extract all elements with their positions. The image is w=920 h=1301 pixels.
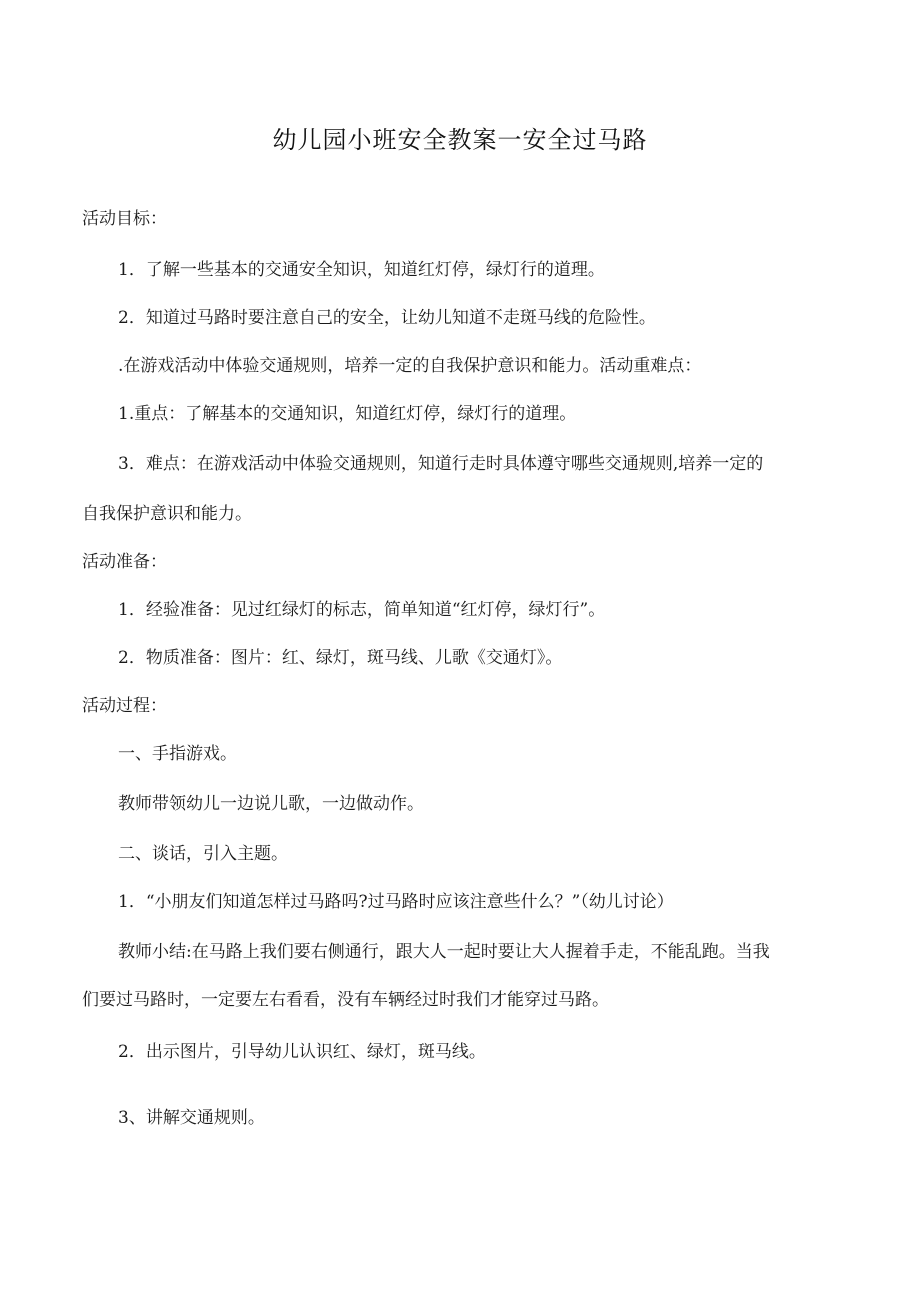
process-step-3: 3、讲解交通规则。 <box>118 1108 265 1128</box>
process-step-2-item-1: 1．“小朋友们知道怎样过马路吗?过马路时应该注意些什么？”（幼儿讨论） <box>118 892 674 912</box>
teacher-summary: 教师小结:在马路上我们要右侧通行，跟大人一起时要让大人握着手走，不能乱跑。当我 <box>118 942 770 962</box>
process-step-1: 一、手指游戏。 <box>118 744 237 764</box>
difficulty-item: 3．难点：在游戏活动中体验交通规则，知道行走时具体遵守哪些交通规则,培养一定的 <box>118 454 764 474</box>
preparation-item-1: 1．经验准备：见过红绿灯的标志，简单知道“红灯停，绿灯行”。 <box>118 600 606 620</box>
process-step-1-detail: 教师带领幼儿一边说儿歌，一边做动作。 <box>118 794 424 814</box>
key-point-item: 1.重点：了解基本的交通知识，知道红灯停，绿灯行的道理。 <box>118 404 577 424</box>
document-title: 幼儿园小班安全教案一安全过马路 <box>272 126 648 154</box>
process-step-2-item-2: 2．出示图片，引导幼儿认识红、绿灯，斑马线。 <box>118 1042 486 1062</box>
difficulty-item-continued: 自我保护意识和能力。 <box>82 504 252 524</box>
goal-item-2: 2．知道过马路时要注意自己的安全，让幼儿知道不走斑马线的危险性。 <box>118 308 656 328</box>
goal-item-1: 1．了解一些基本的交通安全知识，知道红灯停，绿灯行的道理。 <box>118 260 605 280</box>
section-heading-preparation: 活动准备： <box>82 552 167 572</box>
section-heading-process: 活动过程： <box>82 696 167 716</box>
section-heading-goals: 活动目标： <box>82 209 167 229</box>
preparation-item-2: 2．物质准备：图片：红、绿灯，斑马线、儿歌《交通灯》。 <box>118 648 563 668</box>
process-step-2: 二、谈话，引入主题。 <box>118 844 288 864</box>
goal-item-3: .在游戏活动中体验交通规则，培养一定的自我保护意识和能力。活动重难点： <box>118 356 702 376</box>
teacher-summary-continued: 们要过马路时，一定要左右看看，没有车辆经过时我们才能穿过马路。 <box>82 990 609 1010</box>
